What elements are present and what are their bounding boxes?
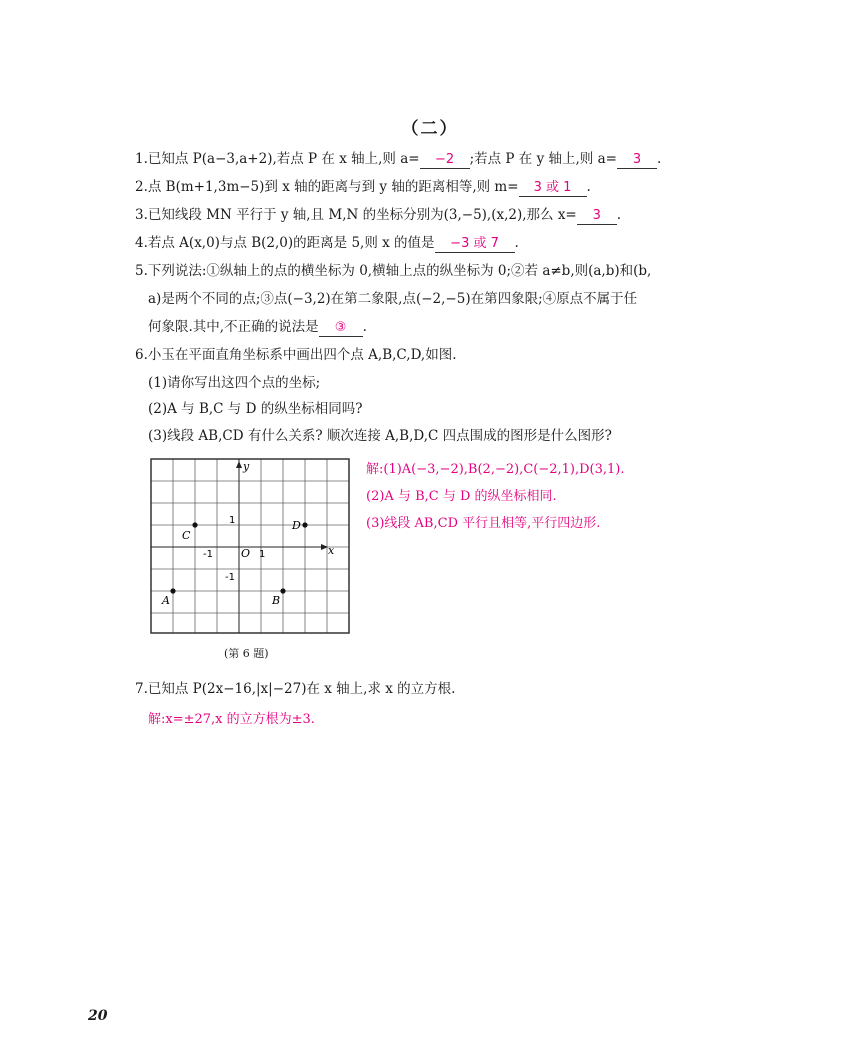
question-6-sub-1: (1)请你写出这四个点的坐标;	[148, 375, 321, 391]
question-3	[135, 206, 621, 225]
question-5-line-1: 5.下列说法:①纵轴上的点的横坐标为 0,横轴上点的纵坐标为 0;②若 a≠b,则(a,b)和(b,	[135, 263, 652, 279]
question-4	[135, 234, 519, 253]
q5-end: .	[362, 319, 367, 335]
tick-label-y-positive: 1	[229, 515, 236, 526]
q3-text: 3.已知线段 MN 平行于 y 轴,且 M,N 的坐标分别为(3,−5),(x,2),那么 x=	[135, 207, 577, 223]
question-6-sub-3: (3)线段 AB,CD 有什么关系? 顺次连接 A,B,D,C 四点围成的图形是什么图形?	[148, 428, 612, 444]
origin-label: O	[241, 547, 251, 560]
q1-text-a: 1.已知点 P(a−3,a+2),若点 P 在 x 轴上,则 a=	[135, 151, 420, 167]
point-label-c: C	[182, 529, 191, 542]
point-label-b: B	[272, 594, 281, 607]
q4-text: 4.若点 A(x,0)与点 B(2,0)的距离是 5,则 x 的值是	[135, 235, 435, 251]
point-d	[302, 522, 307, 527]
q4-end: .	[514, 235, 519, 251]
y-axis-label: y	[243, 460, 250, 473]
q6-solution-3: (3)线段 AB,CD 平行且相等,平行四边形.	[366, 516, 601, 531]
question-1	[135, 150, 661, 169]
q2-text: 2.点 B(m+1,3m−5)到 x 轴的距离与到 y 轴的距离相等,则 m=	[135, 179, 519, 195]
tick-label-y-negative: -1	[225, 572, 235, 583]
y-axis-arrow-icon	[236, 461, 242, 468]
q1-answer-a: −2	[420, 152, 470, 169]
q6-solution-1: 解:(1)A(−3,−2),B(2,−2),C(−2,1),D(3,1).	[366, 462, 625, 477]
point-c	[192, 522, 197, 527]
x-axis-label: x	[328, 544, 335, 557]
point-b	[280, 588, 285, 593]
q1-end: .	[656, 151, 662, 167]
q3-end: .	[616, 207, 622, 223]
q2-end: .	[586, 179, 591, 195]
section-heading: （二）	[401, 119, 459, 139]
grid-lines	[151, 459, 349, 633]
question-7: 7.已知点 P(2x−16,|x|−27)在 x 轴上,求 x 的立方根.	[135, 681, 456, 697]
q6-solution-2: (2)A 与 B,C 与 D 的纵坐标相同.	[366, 489, 557, 504]
point-label-a: A	[162, 594, 170, 607]
points-layer	[161, 519, 308, 607]
page-number: 20	[88, 1008, 108, 1024]
tick-label-x-positive: 1	[259, 549, 266, 560]
q5-text: 何象限.其中,不正确的说法是	[148, 319, 319, 335]
question-6-sub-2: (2)A 与 B,C 与 D 的纵坐标相同吗?	[148, 401, 363, 417]
point-a	[170, 588, 175, 593]
question-2	[135, 178, 591, 197]
question-5-line-2: a)是两个不同的点;③点(−3,2)在第二象限,点(−2,−5)在第四象限;④原点不属于任	[148, 291, 638, 307]
grid-border	[151, 459, 349, 633]
q3-answer: 3	[577, 208, 617, 225]
question-6-stem: 6.小玉在平面直角坐标系中画出四个点 A,B,C,D,如图.	[135, 347, 457, 363]
coordinate-grid-figure	[148, 456, 352, 638]
q1-text-b: ;若点 P 在 y 轴上,则 a=	[469, 151, 617, 167]
q7-solution: 解:x=±27,x 的立方根为±3.	[148, 712, 315, 727]
q5-answer: ③	[319, 320, 363, 337]
q2-answer: 3 或 1	[519, 180, 587, 197]
figure-caption: (第 6 题)	[224, 647, 269, 660]
point-label-d: D	[292, 519, 301, 532]
question-5-line-3	[148, 318, 367, 337]
q1-answer-b: 3	[617, 152, 657, 169]
tick-label-x-negative: -1	[203, 549, 213, 560]
q4-answer: −3 或 7	[435, 236, 515, 253]
